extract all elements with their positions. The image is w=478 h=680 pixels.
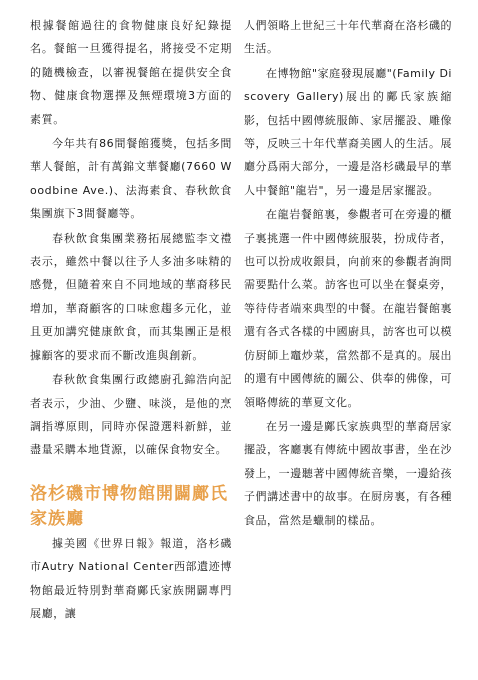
paragraph-museum-intro: 據美國《世界日報》報道，洛杉磯市Autry National Center西部遺迹博物館最近特別對華裔鄺氏家族開闢專門展廳，讓 xyxy=(30,536,232,620)
paragraph-restaurant-exhibit: 在龍岩餐館裏，參觀者可在旁邊的櫃子裏挑選一件中國傳統服裝，扮成侍者，也可以扮成收銀員，向前來的參觀者詢問需要點什么菜。訪客也可以坐在餐桌旁，等待侍者端來典型的中餐。在龍岩餐館裏還有各式各樣的中國廚具，訪客也可以模仿厨師上竈炒菜，當然都不是真的。展出的還有中國傳統的關公、供奉的佛像，可領略傳統的華夏文化。 xyxy=(244,208,452,409)
paragraph-business-director-quote: 春秋飲食集團業務拓展總監李文禮表示，雖然中餐以往予人多油多味精的感覺，但隨着來自不同地域的華裔移民增加，華裔顧客的口味愈趨多元化，並且更加講究健康飲食，而其集團正是根據顧客的要求而不斷改進與創新。 xyxy=(30,231,232,362)
paragraph-family-gallery: 在博物館"家庭發現展廳"(Family Discovery Gallery)展出的鄺氏家族縮影，包括中國傳統服飾、家居擺設、雕像等，反映三十年代華裔美國人的生活。展廳分爲兩大部分，一邊是洛杉磯最早的華人中餐館"龍岩"，另一邊是居家擺設。 xyxy=(244,66,452,197)
left-column xyxy=(30,14,232,625)
paragraph-executive-chef-quote: 春秋飲食集團行政總廚孔錦浩向記者表示，少油、少鹽、味淡，是他的烹調指導原則，同時亦保證選料新鮮，並盡量采購本地貨源，以確保食物安全。 xyxy=(30,373,232,457)
paragraph-restaurant-nomination: 根據餐館過往的食物健康良好紀錄提名。餐館一旦獲得提名，將接受不定期的隨機檢查，以審視餐館在提供安全食物、健康食物選擇及無煙環境3方面的素質。 xyxy=(30,19,232,126)
paragraph-home-exhibit: 在另一邊是鄺氏家族典型的華裔居家擺設，客廳裏有傳統中國故事書，坐在沙發上，一邊聽著中國傳統音樂，一邊給孩子們講述書中的故事。在厨房裏，有各種食品，當然是蠟制的樣品。 xyxy=(244,419,452,527)
article-headline: 洛杉磯市博物館開闢鄺氏家族廳 xyxy=(30,483,228,529)
paragraph-continuation: 人們領略上世紀三十年代華裔在洛杉磯的生活。 xyxy=(244,19,452,56)
paragraph-award-winners: 今年共有86間餐館獲獎，包括多間華人餐館，計有萬錦文華餐廳(7660 Woodbine Ave.)、法海素食、春秋飲食集團旗下3間餐廳等。 xyxy=(30,137,232,221)
right-column xyxy=(244,14,452,532)
